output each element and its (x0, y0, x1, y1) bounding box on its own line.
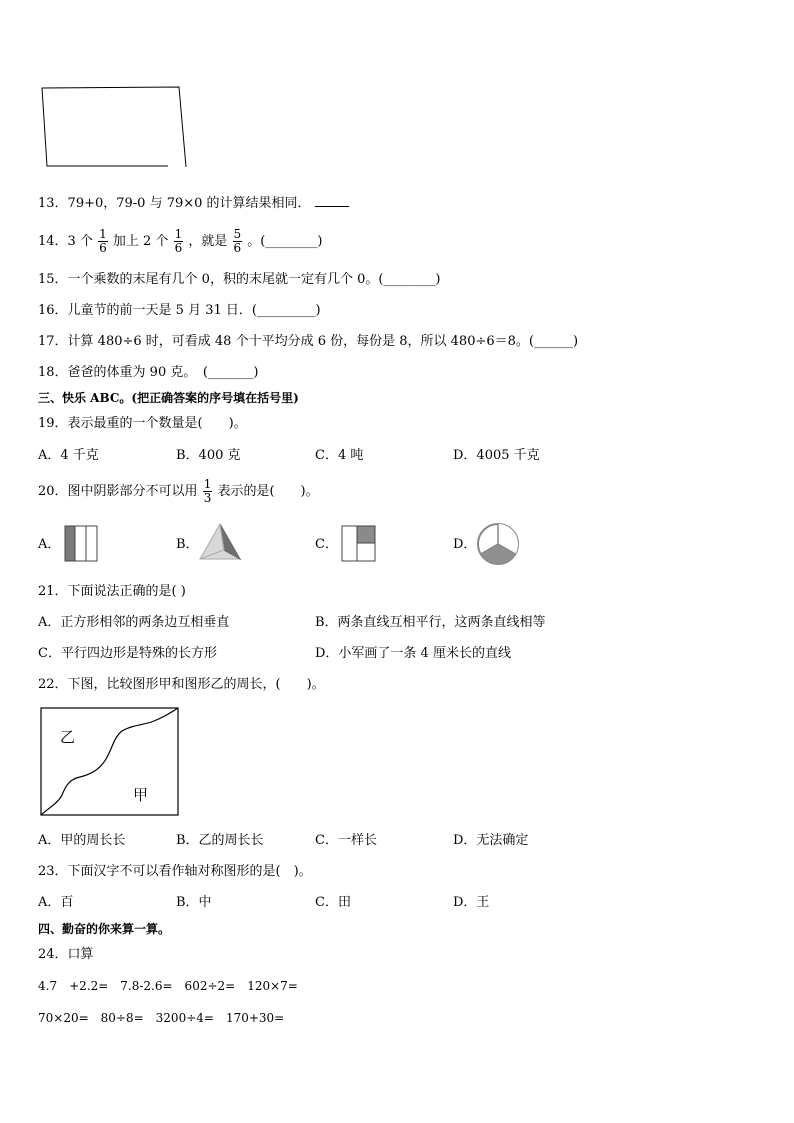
question-16[interactable]: 16．儿童节的前一天是 5 月 31 日．(_________) (38, 303, 321, 318)
q21-option-d[interactable]: D．小军画了一条 4 厘米长的直线 (315, 646, 511, 661)
q23-option-d[interactable]: D．王 (453, 895, 490, 910)
q19-option-b[interactable]: B．400 克 (176, 448, 241, 463)
q20-figure-d (476, 522, 520, 566)
question-21-stem: 21．下面说法正确的是( ) (38, 584, 186, 599)
question-14 (38, 224, 322, 260)
question-13 (38, 194, 349, 212)
section-3-heading: 三、快乐 ABC。(把正确答案的序号填在括号里) (38, 391, 299, 405)
q22-label-yi: 乙 (60, 728, 76, 746)
q22-option-b[interactable]: B．乙的周长长 (176, 833, 264, 848)
q20-option-c-label[interactable]: C． (315, 537, 338, 552)
question-14-text-c: ，就是 (188, 234, 228, 249)
fraction-one-third: $\frac{1}{3}$ (203, 477, 212, 505)
question-20-stem (38, 474, 319, 510)
q21-option-b[interactable]: B．两条直线互相平行，这两条直线相等 (315, 615, 546, 630)
fraction-one-sixth: $\frac{1}{6}$ (99, 227, 107, 255)
question-22-stem: 22．下图，比较图形甲和图形乙的周长，( )。 (38, 677, 325, 692)
q20-option-a-label[interactable]: A． (38, 537, 61, 552)
question-20-text-a: 20．图中阴影部分不可以用 (38, 484, 198, 499)
q20-figure-a (64, 525, 100, 563)
question-15[interactable]: 15．一个乘数的末尾有几个 0，积的末尾就一定有几个 0。(________) (38, 272, 441, 287)
q20-option-d-label[interactable]: D． (453, 537, 477, 552)
question-14-text-b: 加上 2 个 (112, 234, 169, 249)
question-13-text: 13．79+0，79-0 与 79×0 的计算结果相同． (38, 196, 311, 211)
q21-option-c[interactable]: C．平行四边形是特殊的长方形 (38, 646, 217, 661)
question-17[interactable]: 17．计算 480÷6 时，可看成 48 个十平均分成 6 份，每份是 8，所以 480÷6＝8。(______) (38, 334, 579, 349)
question-24-stem: 24．口算 (38, 947, 94, 962)
q19-option-d[interactable]: D．4005 千克 (453, 448, 540, 463)
q23-option-c[interactable]: C．田 (315, 895, 351, 910)
q21-option-a[interactable]: A．正方形相邻的两条边互相垂直 (38, 615, 230, 630)
section-4-heading: 四、勤奋的你来算一算。 (38, 922, 171, 936)
q20-option-b-label[interactable]: B． (176, 537, 199, 552)
question-14-text-a: 14．3 个 (38, 234, 93, 249)
q22-figure (40, 707, 182, 819)
q23-option-b[interactable]: B．中 (176, 895, 212, 910)
mental-math-row-2: 70×20= 80÷8= 3200÷4= 170+30= (38, 1011, 285, 1025)
q20-figure-b (198, 522, 242, 562)
question-23-stem: 23．下面汉字不可以看作轴对称图形的是( )。 (38, 864, 312, 879)
fraction-five-sixths: $\frac{5}{6}$ (233, 227, 242, 255)
question-14-text-d[interactable]: 。(________) (247, 234, 323, 249)
q22-option-d[interactable]: D．无法确定 (453, 833, 529, 848)
question-20-text-b: 表示的是( )。 (217, 484, 319, 499)
question-19-stem: 19．表示最重的一个数量是( )。 (38, 416, 247, 431)
mental-math-row-1: 4.7 +2.2= 7.8-2.6= 602÷2= 120×7= (38, 979, 298, 993)
fraction-one-sixth-2: $\frac{1}{6}$ (174, 227, 183, 255)
q22-option-c[interactable]: C．一样长 (315, 833, 377, 848)
question-18[interactable]: 18．爸爸的体重为 90 克。 (_______) (38, 365, 259, 380)
q23-option-a[interactable]: A．百 (38, 895, 74, 910)
q19-option-a[interactable]: A．4 千克 (38, 448, 99, 463)
q22-label-jia: 甲 (133, 786, 149, 804)
q19-option-c[interactable]: C．4 吨 (315, 448, 364, 463)
answer-blank[interactable] (315, 194, 349, 207)
q22-option-a[interactable]: A．甲的周长长 (38, 833, 126, 848)
q20-figure-c (341, 525, 377, 563)
